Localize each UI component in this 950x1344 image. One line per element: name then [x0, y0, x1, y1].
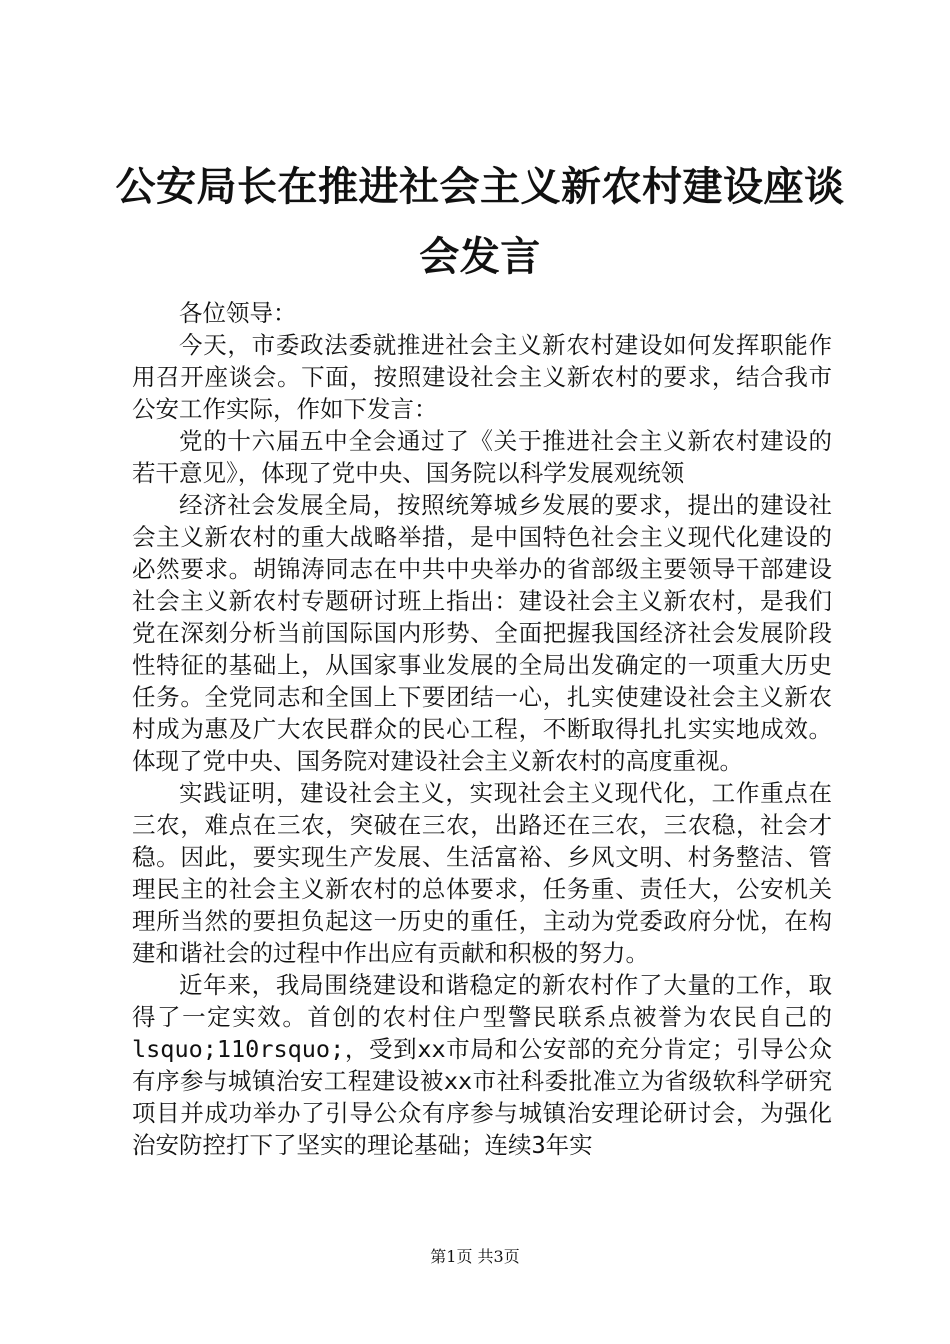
body-paragraph: 今天，市委政法委就推进社会主义新农村建设如何发挥职能作用召开座谈会。下面，按照建设社会主义新农村的要求，结合我市公安工作实际，作如下发言：	[132, 331, 832, 423]
body-paragraph: 经济社会发展全局，按照统筹城乡发展的要求，提出的建设社会主义新农村的重大战略举措，是中国特色社会主义现代化建设的必然要求。胡锦涛同志在中共中央举办的省部级主要领导干部建设社会主义新农村专题研讨班上指出：建设社会主义新农村，是我们党在深刻分析当前国际国内形势、全面把握我国经济社会发展阶段性特征的基础上，从国家事业发展的全局出发确定的一项重大历史任务。全党同志和全国上下要团结一心，扎实使建设社会主义新农村成为惠及广大农民群众的民心工程，不断取得扎扎实实地成效。体现了党中央、国务院对建设社会主义新农村的高度重视。	[132, 491, 832, 775]
body-paragraph: 实践证明，建设社会主义，实现社会主义现代化，工作重点在三农，难点在三农，突破在三农，出路还在三农，三农稳，社会才稳。因此，要实现生产发展、生活富裕、乡风文明、村务整洁、管理民主的社会主义新农村的总体要求，任务重、责任大，公安机关理所当然的要担负起这一历史的重任，主动为党委政府分忧，在构建和谐社会的过程中作出应有贡献和积极的努力。	[132, 779, 832, 967]
body-paragraph: 党的十六届五中全会通过了《关于推进社会主义新农村建设的若干意见》，体现了党中央、国务院以科学发展观统领	[132, 427, 832, 487]
body-paragraph: 近年来，我局围绕建设和谐稳定的新农村作了大量的工作，取得了一定实效。首创的农村住户型警民联系点被誉为农民自己的lsquo;110rsquo;，受到xx市局和公安部的充分肯定；引导公众有序参与城镇治安工程建设被xx市社科委批准立为省级软科学研究项目并成功举办了引导公众有序参与城镇治安理论研讨会，为强化治安防控打下了坚实的理论基础；连续3年实	[132, 971, 832, 1159]
salutation-paragraph: 各位领导：	[179, 299, 297, 327]
page-number-footer: 第1页 共3页	[430, 1247, 520, 1266]
document-title: 公安局长在推进社会主义新农村建设座谈会发言	[115, 163, 845, 280]
document-body	[132, 297, 832, 1161]
